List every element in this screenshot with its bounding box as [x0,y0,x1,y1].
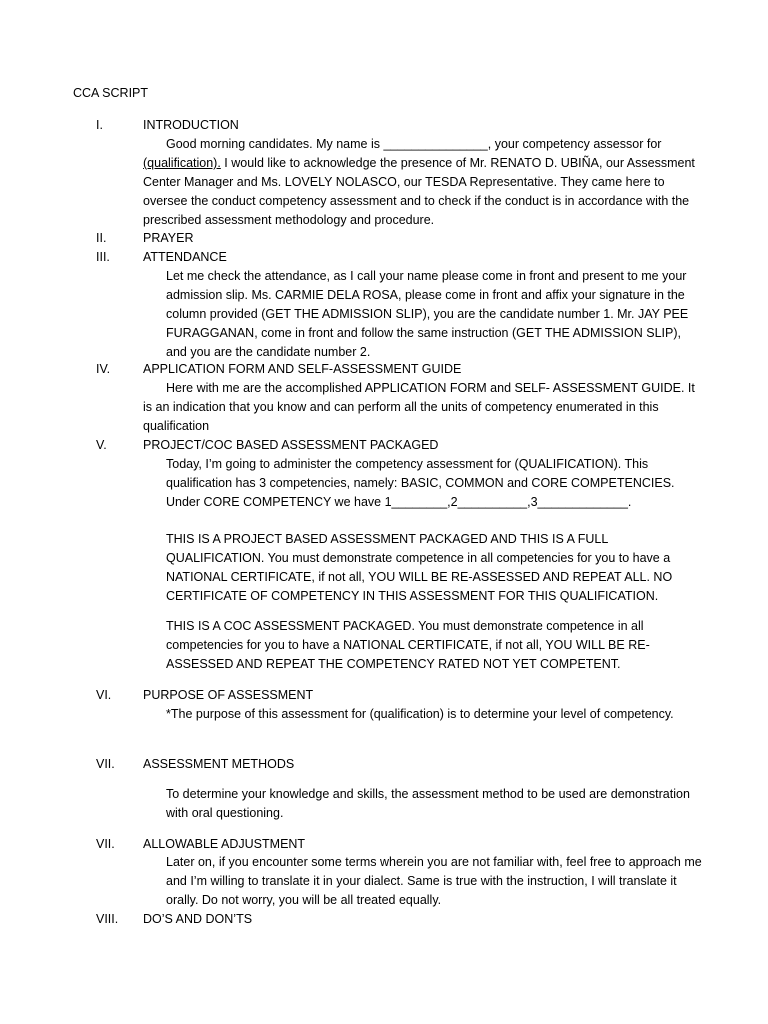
section-heading-prayer [0,229,768,248]
section-title: APPLICATION FORM AND SELF-ASSESSMENT GUIDE [143,362,462,376]
section-heading-attendance [0,248,768,267]
section-number: VII. [96,757,115,771]
section-number: I. [96,118,103,132]
qualification-placeholder: (qualification). [143,156,221,170]
section-number: VI. [96,688,112,702]
section-title: PROJECT/COC BASED ASSESSMENT PACKAGED [143,438,439,452]
section-heading-assessment-package [0,436,768,455]
document-title: CCA SCRIPT [73,86,149,100]
section-heading-application-form [0,360,768,379]
section-number: III. [96,250,110,264]
introduction-text-end: I would like to acknowledge the presence of Mr. RENATO D. UBIÑA, our Assessment Center Manager and Ms. LOVELY NOLASCO, our TESDA Representative. They came here to oversee the conduct competency assessment and to check if the conduct is in accordance with the prescribed assessment methodology and procedure. [143,156,695,227]
section-number: V. [96,438,107,452]
section-title: ASSESSMENT METHODS [143,757,295,771]
section-title: PURPOSE OF ASSESSMENT [143,688,314,702]
section-title: DO’S AND DON’TS [143,912,253,926]
section-heading-dos-and-donts [0,910,768,929]
section-title: PRAYER [143,231,194,245]
introduction-paragraph [143,135,701,230]
attendance-paragraph: Let me check the attendance, as I call your name please come in front and present to me your admission slip. Ms. CARMIE DELA ROSA, please come in front and affix your signature in the column provided (GET THE ADMISSION SLIP), you are the candidate number 1. Mr. JAY PEE FURAGGANAN, come in front and follow the same instruction (GET THE ADMISSION SLIP), and you are the candidate number 2. [166,269,689,359]
application-form-paragraph: Here with me are the accomplished APPLICATION FORM and SELF- ASSESSMENT GUIDE. It is an indication that you know and can perform all the units of competency enumerated in this qualification [143,381,695,433]
section-title: INTRODUCTION [143,118,239,132]
section-title: ATTENDANCE [143,250,227,264]
section-number: IV. [96,362,111,376]
assessment-package-paragraph: Today, I’m going to administer the competency assessment for (QUALIFICATION). This qualification has 3 competencies, namely: BASIC, COMMON and CORE COMPETENCIES. Under CORE COMPETENCY we have 1________,2__________,3_____________. [166,457,675,509]
purpose-paragraph: *The purpose of this assessment for (qualification) is to determine your level of competency. [166,707,674,721]
section-heading-assessment-methods [0,755,768,774]
introduction-text-start: Good morning candidates. My name is _______________, your competency assessor for [166,137,662,151]
allowable-adjustment-paragraph: Later on, if you encounter some terms wherein you are not familiar with, feel free to approach me and I’m willing to translate it in your dialect. Same is true with the instruction, I will translate it orally. Do not worry, you will be all treated equally. [166,855,702,907]
section-number: VIII. [96,912,119,926]
section-heading-introduction [0,116,768,135]
project-based-paragraph: THIS IS A PROJECT BASED ASSESSMENT PACKAGED AND THIS IS A FULL QUALIFICATION. You must demonstrate competence in all competencies for you to have a NATIONAL CERTIFICATE, if not all, YOU WILL BE RE-ASSESSED AND REPEAT ALL. NO CERTIFICATE OF COMPETENCY IN THIS ASSESSMENT FOR THIS QUALIFICATION. [166,532,673,603]
coc-based-paragraph: THIS IS A COC ASSESSMENT PACKAGED. You must demonstrate competence in all competencies for you to have a NATIONAL CERTIFICATE, if not all, YOU WILL BE RE-ASSESSED AND REPEAT THE COMPETENCY RATED NOT YET COMPETENT. [166,619,650,671]
section-title: ALLOWABLE ADJUSTMENT [143,837,306,851]
section-heading-allowable-adjustment [0,835,768,854]
section-number: II. [96,231,107,245]
assessment-methods-paragraph: To determine your knowledge and skills, the assessment method to be used are demonstration with oral questioning. [166,787,690,820]
section-heading-purpose [0,686,768,705]
section-number: VII. [96,837,115,851]
